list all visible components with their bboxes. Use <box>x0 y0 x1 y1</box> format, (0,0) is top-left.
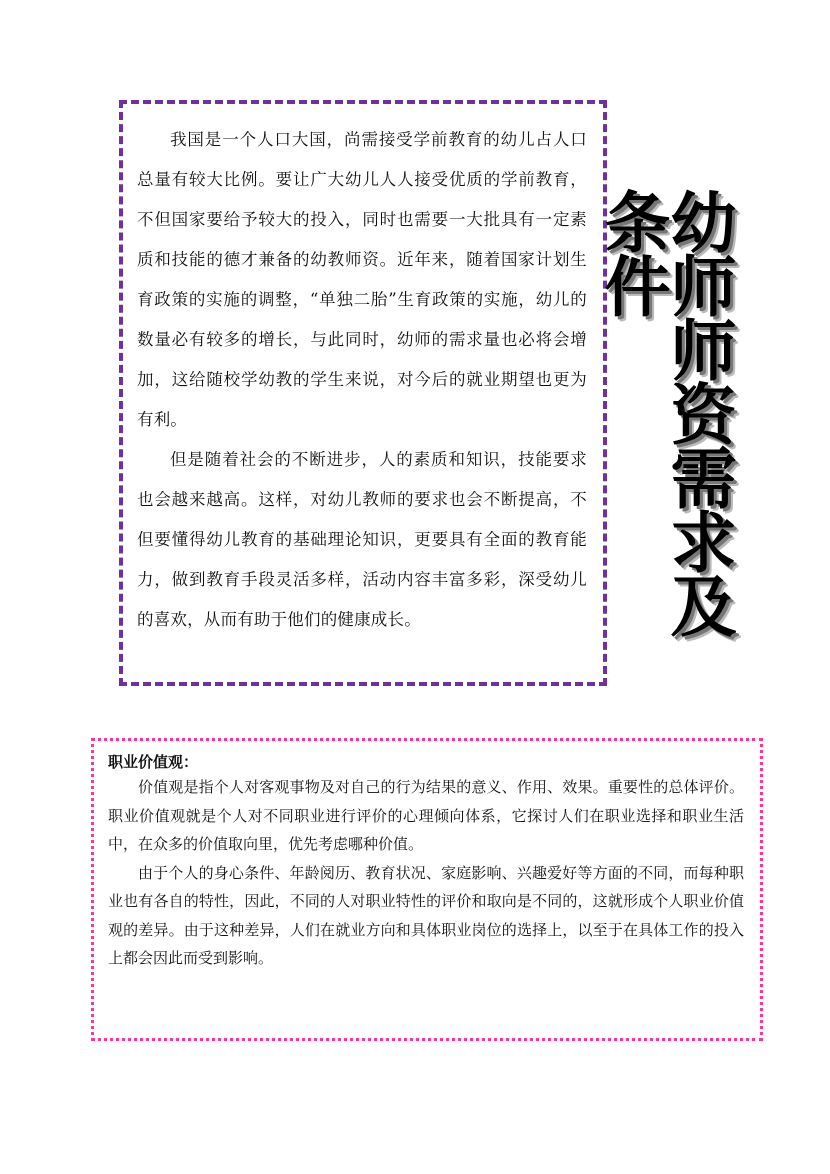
intro-paragraph-1: 我国是一个人口大国，尚需接受学前教育的幼儿占人口总量有较大比例。要让广大幼儿人人接受优质的学前教育，不但国家要给予较大的投入，同时也需要一大批具有一定素质和技能的德才兼备的幼教师资。近年来，随着国家计划生育政策的实施的调整，“单独二胎”生育政策的实施，幼儿的数量必有较多的增长，与此同时，幼师的需求量也必将会增加，这给随校学幼教的学生来说，对今后的就业期望也更为有利。 <box>137 130 587 429</box>
values-text-box <box>91 738 763 1041</box>
values-paragraph-2: 由于个人的身心条件、年龄阅历、教育状况、家庭影响、兴趣爱好等方面的不同，而每种职业也有各自的特性，因此，不同的人对职业特性的评价和取向是不同的，这就形成个人职业价值观的差异。由于这种差异，人们在就业方向和具体职业岗位的选择上，以至于在具体工作的投入上都会因此而受到影响。 <box>108 863 744 967</box>
page-title: 幼师师资需求及条件 <box>593 188 736 636</box>
values-heading: 职业价值观： <box>108 753 199 771</box>
values-paragraph-1: 价值观是指个人对客观事物及对自己的行为结果的意义、作用、效果。重要性的总体评价。职业价值观就是个人对不同职业进行评价的心理倾向体系，它探讨人们在职业选择和职业生活中，在众多的价值取向里，优先考虑哪种价值。 <box>108 778 744 853</box>
intro-paragraph-2: 但是随着社会的不断进步，人的素质和知识，技能要求也会越来越高。这样，对幼儿教师的要求也会不断提高，不但要懂得幼儿教育的基础理论知识，更要具有全面的教育能力，做到教育手段灵活多样，活动内容丰富多彩，深受幼儿的喜欢，从而有助于他们的健康成长。 <box>137 450 587 629</box>
intro-text-box <box>119 100 607 686</box>
